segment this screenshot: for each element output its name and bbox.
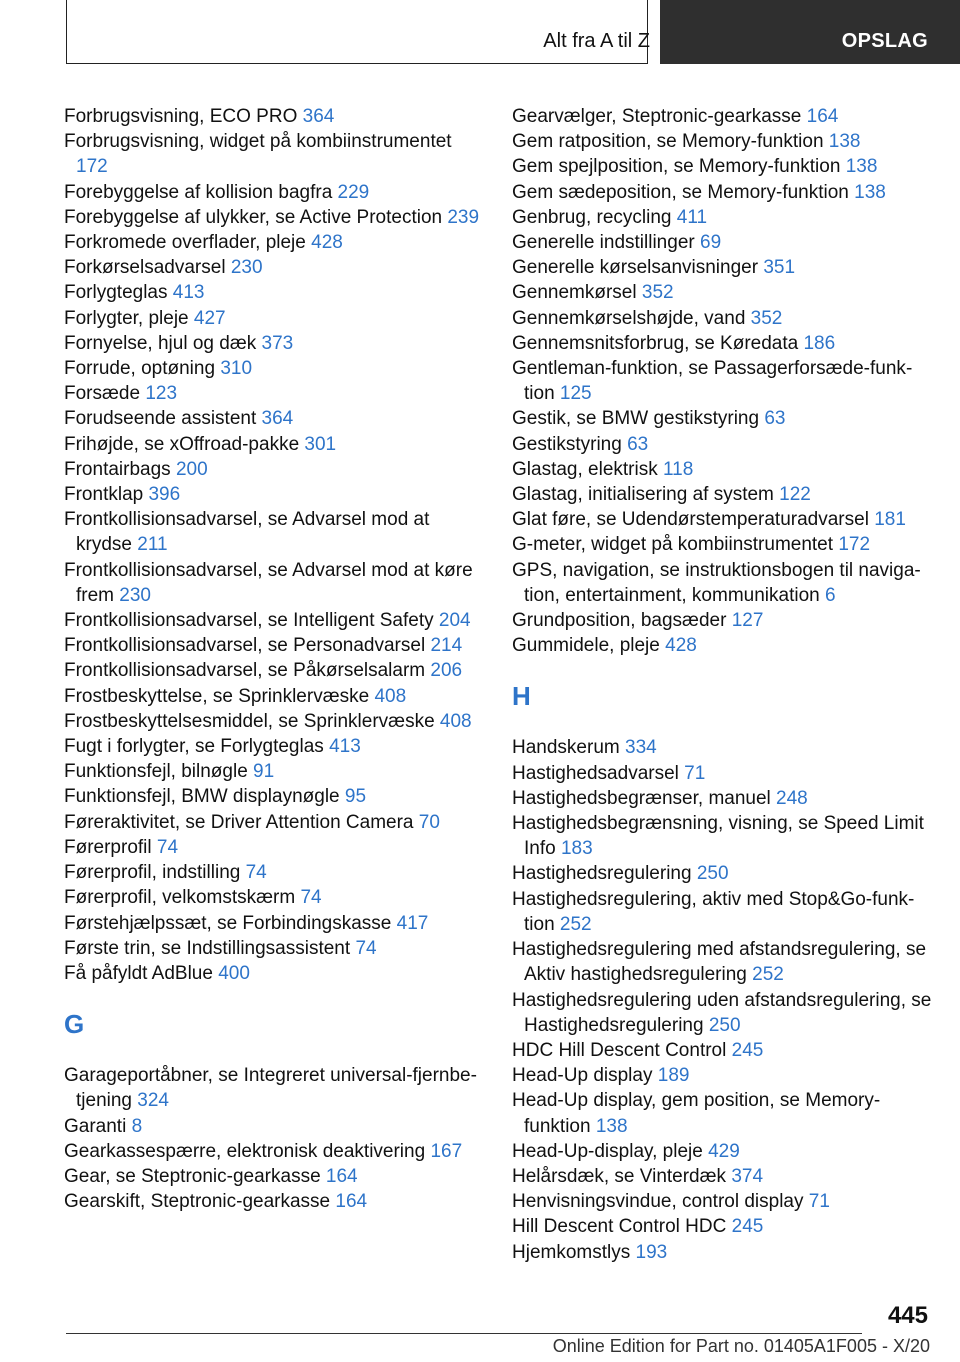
index-entry-text: Frihøjde, se xOffroad-pakke	[64, 433, 305, 455]
footer-edition: Online Edition for Part no. 01405A1F005 - X/20	[552, 1336, 930, 1356]
index-entry	[512, 230, 932, 255]
index-entry	[512, 1164, 932, 1189]
page-reference-link[interactable]: 204	[438, 610, 471, 632]
page-reference-link[interactable]: 374	[731, 1165, 764, 1187]
page-reference-link[interactable]: 206	[430, 660, 463, 682]
page-reference-link[interactable]: 138	[828, 131, 861, 153]
index-entry	[512, 937, 932, 987]
index-entry	[64, 306, 484, 331]
page-reference-link[interactable]: 138	[854, 181, 886, 203]
page-reference-link[interactable]: 74	[355, 937, 377, 959]
index-entry	[64, 129, 484, 179]
index-entry	[512, 786, 932, 811]
index-entry-text: Frontklap	[64, 484, 149, 506]
index-entry-text: Førerprofil, indstilling	[64, 862, 246, 884]
index-entry	[64, 1139, 484, 1164]
page-reference-link[interactable]: 428	[311, 232, 343, 254]
index-entry-text: Forbrugsvisning, ECO PRO	[64, 106, 303, 127]
index-entry-text: Førerprofil, velkomstskærm	[64, 887, 301, 909]
index-entry	[512, 811, 932, 861]
page-reference-link[interactable]: 74	[300, 887, 322, 909]
page-reference-link[interactable]: 123	[145, 383, 178, 405]
index-entry	[512, 988, 932, 1038]
index-entry	[512, 331, 932, 356]
index-entry	[64, 180, 484, 205]
index-entry	[64, 608, 484, 633]
page-reference-link[interactable]: 239	[447, 206, 480, 228]
page-reference-link[interactable]: 250	[708, 1014, 741, 1036]
index-entry-text: Frostbeskyttelsesmiddel, se Sprinklervæske	[64, 710, 440, 732]
index-entry-text: Hill Descent Control HDC	[512, 1216, 732, 1238]
page-reference-link[interactable]: 91	[253, 761, 275, 783]
index-entry-text: Frontkollisionsadvarsel, se Personadvarsel	[64, 635, 431, 657]
index-entry-text: Grundposition, bagsæder	[512, 610, 732, 632]
index-entry	[512, 205, 932, 230]
index-entry-text: Forlygteglas	[64, 282, 173, 304]
index-entry-text: Head-Up-display, pleje	[512, 1140, 709, 1162]
page-reference-link[interactable]: 417	[396, 912, 429, 934]
index-entry	[64, 709, 484, 734]
page-reference-link[interactable]: 334	[625, 737, 657, 759]
page-reference-link[interactable]: 324	[137, 1090, 169, 1112]
page-reference-link[interactable]: 413	[172, 282, 205, 304]
page-reference-link[interactable]: 71	[684, 762, 706, 784]
index-entry	[64, 331, 484, 356]
index-entry-text: Funktionsfejl, BMW displaynøgle	[64, 786, 345, 808]
page-reference-link[interactable]: 125	[559, 383, 592, 405]
index-entry-text: Fornyelse, hjul og dæk	[64, 332, 262, 354]
index-entry-text: Gestik, se BMW gestikstyring	[512, 408, 765, 430]
index-entry	[64, 104, 484, 129]
page-reference-link[interactable]: 63	[627, 433, 649, 455]
index-entry-text: Frontkollisionsadvarsel, se Advarsel mod at krydse	[64, 509, 430, 556]
index-entry	[64, 658, 484, 683]
page-reference-link[interactable]: 200	[175, 458, 208, 480]
page-reference-link[interactable]: 429	[708, 1140, 740, 1162]
index-entry-text: Gentleman-funktion, se Passagerforsæde-funktion	[512, 358, 913, 405]
index-entry	[64, 432, 484, 457]
page-reference-link[interactable]: 6	[825, 584, 836, 606]
index-entry	[512, 280, 932, 305]
index-entry-text: Gearvælger, Steptronic-gearkasse	[512, 106, 807, 127]
index-entry	[64, 280, 484, 305]
index-entry	[512, 306, 932, 331]
index-entry-text: Hastighedsbegrænsning, visning, se Speed Limit Info	[512, 813, 924, 860]
index-entry	[512, 457, 932, 482]
page-reference-link[interactable]: 183	[560, 838, 593, 860]
index-entry-text: Hastighedsregulering	[512, 863, 697, 885]
index-entry-text: Head-Up display	[512, 1065, 658, 1087]
page-reference-link[interactable]: 118	[663, 458, 694, 480]
index-entry-text: Generelle kørselsanvisninger	[512, 257, 764, 279]
index-entry	[512, 482, 932, 507]
page-reference-link[interactable]: 74	[156, 836, 179, 858]
page-reference-link[interactable]: 310	[220, 358, 253, 380]
index-entry-text: Frontkollisionsadvarsel, se Intelligent Safety	[64, 610, 439, 632]
page-reference-link[interactable]: 427	[193, 307, 226, 329]
page-reference-link[interactable]: 230	[230, 257, 263, 279]
index-entry-text: Gestikstyring	[512, 433, 628, 455]
index-entry-text: Forrude, optøning	[64, 358, 221, 380]
page-reference-link[interactable]: 193	[635, 1241, 668, 1263]
index-entry-text: Fugt i forlygter, se Forlygteglas	[64, 736, 330, 758]
page-reference-link[interactable]: 351	[763, 257, 796, 279]
page-reference-link[interactable]: 186	[803, 332, 836, 354]
index-entry	[512, 761, 932, 786]
index-letter-heading: H	[512, 681, 531, 712]
index-entry-text: Gummidele, pleje	[512, 635, 666, 657]
index-entry	[512, 1214, 932, 1239]
page-reference-link[interactable]: 252	[559, 913, 592, 935]
index-entry	[512, 129, 932, 154]
index-entry-text: Genbrug, recycling	[512, 206, 677, 228]
index-entry-text: Glastag, initialisering af system	[512, 484, 780, 506]
index-entry	[512, 406, 932, 431]
index-entry	[64, 961, 484, 986]
index-entry	[512, 1038, 932, 1063]
page-reference-link[interactable]: 70	[418, 811, 440, 833]
page-reference-link[interactable]: 250	[696, 863, 729, 885]
index-entry	[64, 457, 484, 482]
page-reference-link[interactable]: 172	[838, 534, 871, 556]
index-entry-text: Helårsdæk, se Vinterdæk	[512, 1165, 732, 1187]
index-entry-text: Generelle indstillinger	[512, 232, 700, 254]
page-reference-link[interactable]: 127	[731, 610, 764, 632]
index-entry	[512, 1088, 932, 1138]
page-reference-link[interactable]: 408	[374, 685, 407, 707]
index-column-left	[64, 104, 484, 1214]
index-entry-text: Førerprofil	[64, 836, 157, 858]
page-reference-link[interactable]: 373	[261, 332, 294, 354]
index-entry-text: Gem spejlposition, se Memory-funktion	[512, 156, 846, 178]
index-entry-text: Gem sædeposition, se Memory-funktion	[512, 181, 855, 203]
index-entry	[64, 885, 484, 910]
index-entry	[512, 507, 932, 532]
index-entry-text: Gear, se Steptronic-gearkasse	[64, 1165, 326, 1187]
page-reference-link[interactable]: 352	[641, 282, 674, 304]
index-entry-text: G-meter, widget på kombiinstrumentet	[512, 534, 839, 556]
page-reference-link[interactable]: 189	[657, 1065, 690, 1087]
index-entry-text: Garageportåbner, se Integreret universal-fjernbetjening	[64, 1065, 477, 1112]
index-entry-text: Første trin, se Indstillingsassistent	[64, 937, 356, 959]
index-entry-text: Føreraktivitet, se Driver Attention Camera	[64, 811, 419, 833]
index-entry-text: Forudseende assistent	[64, 408, 262, 430]
index-entry-text: Garanti	[64, 1115, 132, 1137]
page-reference-link[interactable]: 411	[676, 206, 708, 228]
index-entry	[512, 1240, 932, 1265]
index-entry	[64, 1189, 484, 1214]
index-entry-text: Head-Up display, gem position, se Memory-funktion	[512, 1090, 881, 1137]
page-reference-link[interactable]: 248	[776, 787, 808, 809]
index-entry	[64, 835, 484, 860]
index-column-right	[512, 104, 932, 1265]
page-reference-link[interactable]: 396	[148, 484, 181, 506]
index-entry	[512, 356, 932, 406]
index-entry	[64, 255, 484, 280]
index-entry	[64, 759, 484, 784]
index-entry	[512, 887, 932, 937]
index-entry	[64, 936, 484, 961]
page-reference-link[interactable]: 364	[261, 408, 294, 430]
page-reference-link[interactable]: 211	[137, 534, 168, 556]
index-letter-heading: G	[64, 1009, 85, 1040]
index-entry-text: Frontkollisionsadvarsel, se Påkørselsalarm	[64, 660, 431, 682]
index-entry-text: HDC Hill Descent Control	[512, 1039, 732, 1061]
footer-divider	[66, 1333, 862, 1334]
page-reference-link[interactable]: 214	[430, 635, 463, 657]
index-entry-text: Frontkollisionsadvarsel, se Advarsel mod at køre frem	[64, 559, 473, 606]
page-reference-link[interactable]: 74	[245, 862, 267, 884]
index-entry-text: Hastighedsregulering med afstandsregulering, se Aktiv hastighedsregulering	[512, 939, 927, 986]
page-reference-link[interactable]: 181	[874, 509, 906, 531]
index-entry-text: Forebyggelse af ulykker, se Active Protection	[64, 206, 448, 228]
index-entry	[64, 1063, 484, 1113]
page-reference-link[interactable]: 230	[119, 584, 151, 606]
index-entry	[512, 180, 932, 205]
index-entry-text: Frostbeskyttelse, se Sprinklervæske	[64, 685, 375, 707]
index-entry-text: Forlygter, pleje	[64, 307, 194, 329]
index-entry-text: Forkromede overflader, pleje	[64, 232, 312, 254]
index-entry-text: Gennemkørselshøjde, vand	[512, 307, 751, 329]
index-entry-text: Henvisningsvindue, control display	[512, 1191, 809, 1213]
index-entry-text: Førstehjælpssæt, se Forbindingskasse	[64, 912, 397, 934]
page-reference-link[interactable]: 138	[845, 156, 878, 178]
page-reference-link[interactable]: 400	[218, 962, 250, 984]
index-entry-text: Forsæde	[64, 383, 146, 405]
index-entry	[512, 1189, 932, 1214]
index-entry-text: Hastighedsadvarsel	[512, 762, 685, 784]
page-reference-link[interactable]: 164	[325, 1165, 358, 1187]
page-reference-link[interactable]: 95	[344, 786, 367, 808]
index-entry	[64, 860, 484, 885]
index-entry-text: Gennemsnitsforbrug, se Køredata	[512, 332, 804, 354]
page-reference-link[interactable]: 172	[76, 156, 108, 178]
index-entry	[64, 1114, 484, 1139]
index-entry-text: Glastag, elektrisk	[512, 458, 663, 480]
index-entry	[512, 608, 932, 633]
index-entry-text: Gearkassespærre, elektronisk deaktivering	[64, 1140, 431, 1162]
page-reference-link[interactable]: 301	[304, 433, 337, 455]
index-entry	[64, 684, 484, 709]
page-reference-link[interactable]: 164	[806, 106, 839, 127]
index-entry-text: Funktionsfejl, bilnøgle	[64, 761, 254, 783]
chapter-tab[interactable]	[660, 0, 960, 64]
page-reference-link[interactable]: 164	[335, 1191, 368, 1213]
page-number: 445	[887, 1302, 928, 1329]
index-entry	[512, 861, 932, 886]
index-entry-text: GPS, navigation, se instruktionsbogen til navigation, entertainment, kommunikation	[512, 559, 921, 606]
index-entry	[64, 633, 484, 658]
index-entry-text: Glat føre, se Udendørstemperaturadvarsel	[512, 509, 875, 531]
page-reference-link[interactable]: 8	[131, 1115, 143, 1137]
page-reference-link[interactable]: 428	[665, 635, 697, 657]
index-entry	[512, 255, 932, 280]
index-entry	[64, 482, 484, 507]
index-entry	[512, 532, 932, 557]
index-entry-text: Hastighedsbegrænser, manuel	[512, 787, 777, 809]
index-entry-text: Få påfyldt AdBlue	[64, 962, 219, 984]
index-entry	[64, 230, 484, 255]
index-entry-text: Gearskift, Steptronic-gearkasse	[64, 1191, 336, 1213]
index-entry	[512, 1139, 932, 1164]
index-entry	[512, 558, 932, 608]
page-reference-link[interactable]: 69	[700, 232, 722, 254]
page-reference-link[interactable]: 408	[439, 710, 472, 732]
page-reference-link[interactable]: 71	[808, 1191, 830, 1213]
index-entry-text: Hastighedsregulering, aktiv med Stop&Go-funktion	[512, 888, 915, 935]
index-entry	[512, 633, 932, 658]
index-entry-text: Hjemkomstlys	[512, 1241, 636, 1263]
index-entry	[64, 1164, 484, 1189]
index-entry	[512, 735, 932, 760]
index-entry	[64, 406, 484, 431]
index-entry-text: Frontairbags	[64, 458, 176, 480]
page-reference-link[interactable]: 352	[750, 307, 783, 329]
index-entry-text: Gennemkørsel	[512, 282, 642, 304]
page-reference-link[interactable]: 138	[595, 1115, 628, 1137]
index-entry-text: Forkørselsadvarsel	[64, 257, 231, 279]
page-reference-link[interactable]: 229	[337, 181, 370, 203]
index-entry	[64, 507, 484, 557]
index-entry	[64, 558, 484, 608]
page-reference-link[interactable]: 252	[752, 964, 784, 986]
section-title: Alt fra A til Z	[543, 30, 650, 52]
page-reference-link[interactable]: 245	[731, 1216, 764, 1238]
index-entry	[64, 356, 484, 381]
index-entry	[64, 205, 484, 230]
index-entry	[64, 734, 484, 759]
page-reference-link[interactable]: 63	[764, 408, 786, 430]
index-entry	[512, 154, 932, 179]
index-entry	[64, 784, 484, 809]
index-entry-text: Gem ratposition, se Memory-funktion	[512, 131, 829, 153]
index-entry	[512, 432, 932, 457]
index-entry-text: Handskerum	[512, 737, 625, 759]
index-entry	[512, 1063, 932, 1088]
index-entry	[64, 810, 484, 835]
index-entry-text: Forebyggelse af kollision bagfra	[64, 181, 338, 203]
page-reference-link[interactable]: 413	[329, 736, 361, 758]
page-reference-link[interactable]: 122	[779, 484, 811, 506]
chapter-title: OPSLAG	[841, 30, 928, 52]
page-reference-link[interactable]: 245	[731, 1039, 764, 1061]
page-reference-link[interactable]: 167	[430, 1140, 463, 1162]
index-entry-text: Forbrugsvisning, widget på kombiinstrumentet	[64, 131, 452, 153]
index-entry	[64, 381, 484, 406]
index-entry	[64, 911, 484, 936]
index-entry-text: Hastighedsregulering uden afstandsregulering, se Hastighedsregulering	[512, 989, 932, 1036]
page-reference-link[interactable]: 364	[302, 106, 335, 127]
index-entry	[512, 104, 932, 129]
